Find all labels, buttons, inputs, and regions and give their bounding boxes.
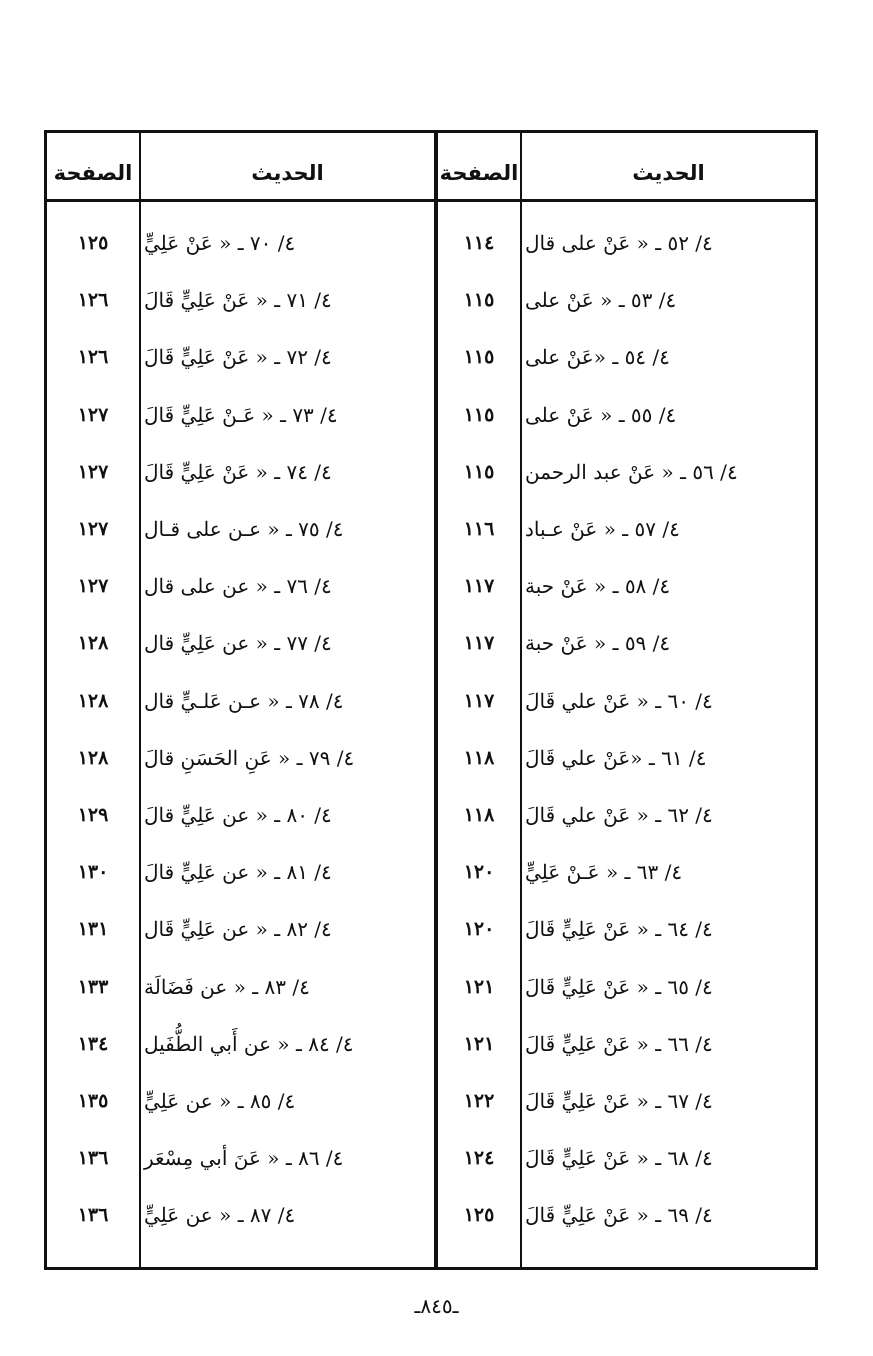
hadith-entry: ٤/ ٨٢ ـ « عن عَلِيٍّ قَال bbox=[144, 917, 332, 942]
page-reference: ١٢٧ bbox=[77, 403, 109, 426]
page-reference: ١٣٤ bbox=[77, 1032, 109, 1055]
left-page-header: الصفحة bbox=[53, 161, 133, 185]
page-reference: ١٣٦ bbox=[77, 1204, 109, 1227]
hadith-entry: ٤/ ٥٧ ـ « عَنْ عـباد bbox=[525, 517, 680, 541]
hadith-entry: ٤/ ٧٤ ـ « عَنْ عَلِيٍّ قَالَ bbox=[144, 459, 332, 484]
hadith-entry: ٤/ ٧٢ ـ « عَنْ عَلِيٍّ قَالَ bbox=[144, 345, 332, 370]
page-reference: ١٢٥ bbox=[77, 232, 109, 254]
hadith-entry: ٤/ ٧٥ ـ « عـن على قـال bbox=[144, 517, 344, 541]
table-row bbox=[47, 1130, 815, 1186]
page-reference: ١١٧ bbox=[463, 575, 495, 598]
page-reference: ١١٥ bbox=[463, 346, 495, 369]
page-reference: ١٣٦ bbox=[77, 1147, 109, 1170]
hadith-entry: ٤/ ٧٠ ـ « عَنْ عَلِيٍّ bbox=[144, 231, 296, 255]
hadith-entry: ٤/ ٦٢ ـ « عَنْ علي قَالَ bbox=[525, 803, 713, 827]
hadith-entry: ٤/ ٦٨ ـ « عَنْ عَلِيٍّ قَالَ bbox=[525, 1146, 713, 1171]
hadith-entry: ٤/ ٦٤ ـ « عَنْ عَلِيٍّ قَالَ bbox=[525, 917, 713, 942]
right-hadith-header: الحديث bbox=[632, 161, 705, 185]
page-reference: ١٢٨ bbox=[77, 746, 109, 769]
hadith-entry: ٤/ ٧٩ ـ « عَنِ الحَسَنِ قالَ bbox=[144, 745, 355, 770]
table-row bbox=[47, 901, 815, 957]
page-reference: ١٢٦ bbox=[77, 346, 109, 369]
page-reference: ١٢٠ bbox=[463, 861, 495, 884]
page-reference: ١١٧ bbox=[463, 632, 495, 655]
hadith-entry: ٤/ ٧٧ ـ « عن عَلِيٍّ قال bbox=[144, 631, 332, 656]
hadith-entry: ٤/ ٨٦ ـ « عَنَ أبي مِسْعَر bbox=[144, 1146, 344, 1171]
page-reference: ١١٥ bbox=[463, 460, 495, 483]
page-reference: ١٢٧ bbox=[77, 518, 109, 540]
page-reference: ١١٤ bbox=[463, 232, 495, 254]
hadith-entry: ٤/ ٥٤ ـ «عَنْ على bbox=[525, 345, 670, 370]
hadith-entry: ٤/ ٥٦ ـ « عَنْ عبد الرحمن bbox=[525, 459, 738, 484]
page-reference: ١١٨ bbox=[463, 746, 495, 769]
table-row bbox=[47, 387, 815, 443]
hadith-entry: ٤/ ٥٣ ـ « عَنْ على bbox=[525, 288, 677, 313]
page-reference: ١١٦ bbox=[463, 518, 495, 540]
page-reference: ١١٥ bbox=[463, 289, 495, 312]
page-reference: ١١٧ bbox=[463, 689, 495, 712]
hadith-entry: ٤/ ٨٠ ـ « عن عَلِيٍّ قالَ bbox=[144, 803, 332, 827]
right-page-header: الصفحة bbox=[439, 161, 519, 185]
table-row bbox=[47, 215, 815, 271]
table-row bbox=[47, 615, 815, 671]
page-reference: ١٢١ bbox=[463, 1032, 495, 1055]
hadith-entry: ٤/ ٧١ ـ « عَنْ عَلِيٍّ قَالَ bbox=[144, 288, 332, 313]
table-row bbox=[47, 272, 815, 328]
page-reference: ١٢٨ bbox=[77, 632, 109, 655]
page-reference: ١٢٤ bbox=[463, 1147, 495, 1170]
page-reference: ١٢٧ bbox=[77, 460, 109, 483]
hadith-entry: ٤/ ٨٧ ـ « عن عَلِيٍّ bbox=[144, 1203, 296, 1228]
table-row bbox=[47, 844, 815, 900]
table-row bbox=[47, 329, 815, 385]
hadith-entry: ٤/ ٨٣ ـ « عن فَضَالَة bbox=[144, 974, 310, 999]
hadith-entry: ٤/ ٦٠ ـ « عَنْ علي قَالَ bbox=[525, 688, 713, 713]
hadith-entry: ٤/ ٦٥ ـ « عَنْ عَلِيٍّ قَالَ bbox=[525, 974, 713, 999]
hadith-entry: ٤/ ٧٦ ـ « عن على قال bbox=[144, 574, 332, 599]
page-reference: ١٢٧ bbox=[77, 575, 109, 598]
table-row bbox=[47, 558, 815, 614]
page-reference: ١٢٩ bbox=[77, 804, 109, 826]
left-hadith-header: الحديث bbox=[251, 161, 324, 185]
table-row bbox=[47, 444, 815, 500]
page-reference: ١٣٠ bbox=[77, 861, 109, 884]
hadith-entry: ٤/ ٥٥ ـ « عَنْ على bbox=[525, 402, 677, 427]
page-reference: ١٢٥ bbox=[463, 1204, 495, 1227]
hadith-entry: ٤/ ٦١ ـ «عَنْ علي قَالَ bbox=[525, 745, 707, 770]
table-row bbox=[47, 673, 815, 729]
hadith-entry: ٤/ ٧٣ ـ « عَـنْ عَلِيٍّ قَالَ bbox=[144, 402, 338, 427]
hadith-entry: ٤/ ٥٨ ـ « عَنْ حبة bbox=[525, 574, 671, 599]
page-reference: ١٢١ bbox=[463, 975, 495, 998]
hadith-entry: ٤/ ٦٧ ـ « عَنْ عَلِيٍّ قَالَ bbox=[525, 1089, 713, 1113]
table-row bbox=[47, 959, 815, 1015]
hadith-entry: ٤/ ٨٤ ـ « عن أَبي الطُّفَيل bbox=[144, 1031, 354, 1056]
hadith-entry: ٤/ ٨٥ ـ « عن عَلِيٍّ bbox=[144, 1089, 296, 1113]
hadith-entry: ٤/ ٥٩ ـ « عَنْ حبة bbox=[525, 631, 671, 656]
hadith-entry: ٤/ ٥٢ ـ « عَنْ على قال bbox=[525, 231, 713, 255]
hadith-entry: ٤/ ٨١ ـ « عن عَلِيٍّ قالَ bbox=[144, 860, 332, 885]
hadith-index-table bbox=[44, 130, 818, 1270]
page-reference: ١٢٦ bbox=[77, 289, 109, 312]
hadith-entry: ٤/ ٧٨ ـ « عـن عَلـيٍّ قال bbox=[144, 688, 344, 713]
table-row bbox=[47, 1187, 815, 1243]
page-reference: ١١٥ bbox=[463, 403, 495, 426]
table-row bbox=[47, 501, 815, 557]
page-number: ـ٨٤٥ـ bbox=[414, 1294, 459, 1318]
table-row bbox=[47, 730, 815, 786]
page-reference: ١٢٢ bbox=[463, 1090, 495, 1112]
hadith-entry: ٤/ ٦٩ ـ « عَنْ عَلِيٍّ قَالَ bbox=[525, 1203, 713, 1228]
page-reference: ١٣٥ bbox=[77, 1090, 109, 1112]
hadith-entry: ٤/ ٦٦ ـ « عَنْ عَلِيٍّ قَالَ bbox=[525, 1031, 713, 1056]
page-reference: ١٣٣ bbox=[77, 975, 109, 998]
hadith-entry: ٤/ ٦٣ ـ « عَـنْ عَلِيٍّ bbox=[525, 860, 683, 885]
table-row bbox=[47, 1073, 815, 1129]
page-reference: ١١٨ bbox=[463, 804, 495, 826]
page-reference: ١٢٠ bbox=[463, 918, 495, 941]
table-row bbox=[47, 787, 815, 843]
table-row bbox=[47, 1016, 815, 1072]
page-reference: ١٣١ bbox=[77, 918, 109, 941]
page-reference: ١٢٨ bbox=[77, 689, 109, 712]
